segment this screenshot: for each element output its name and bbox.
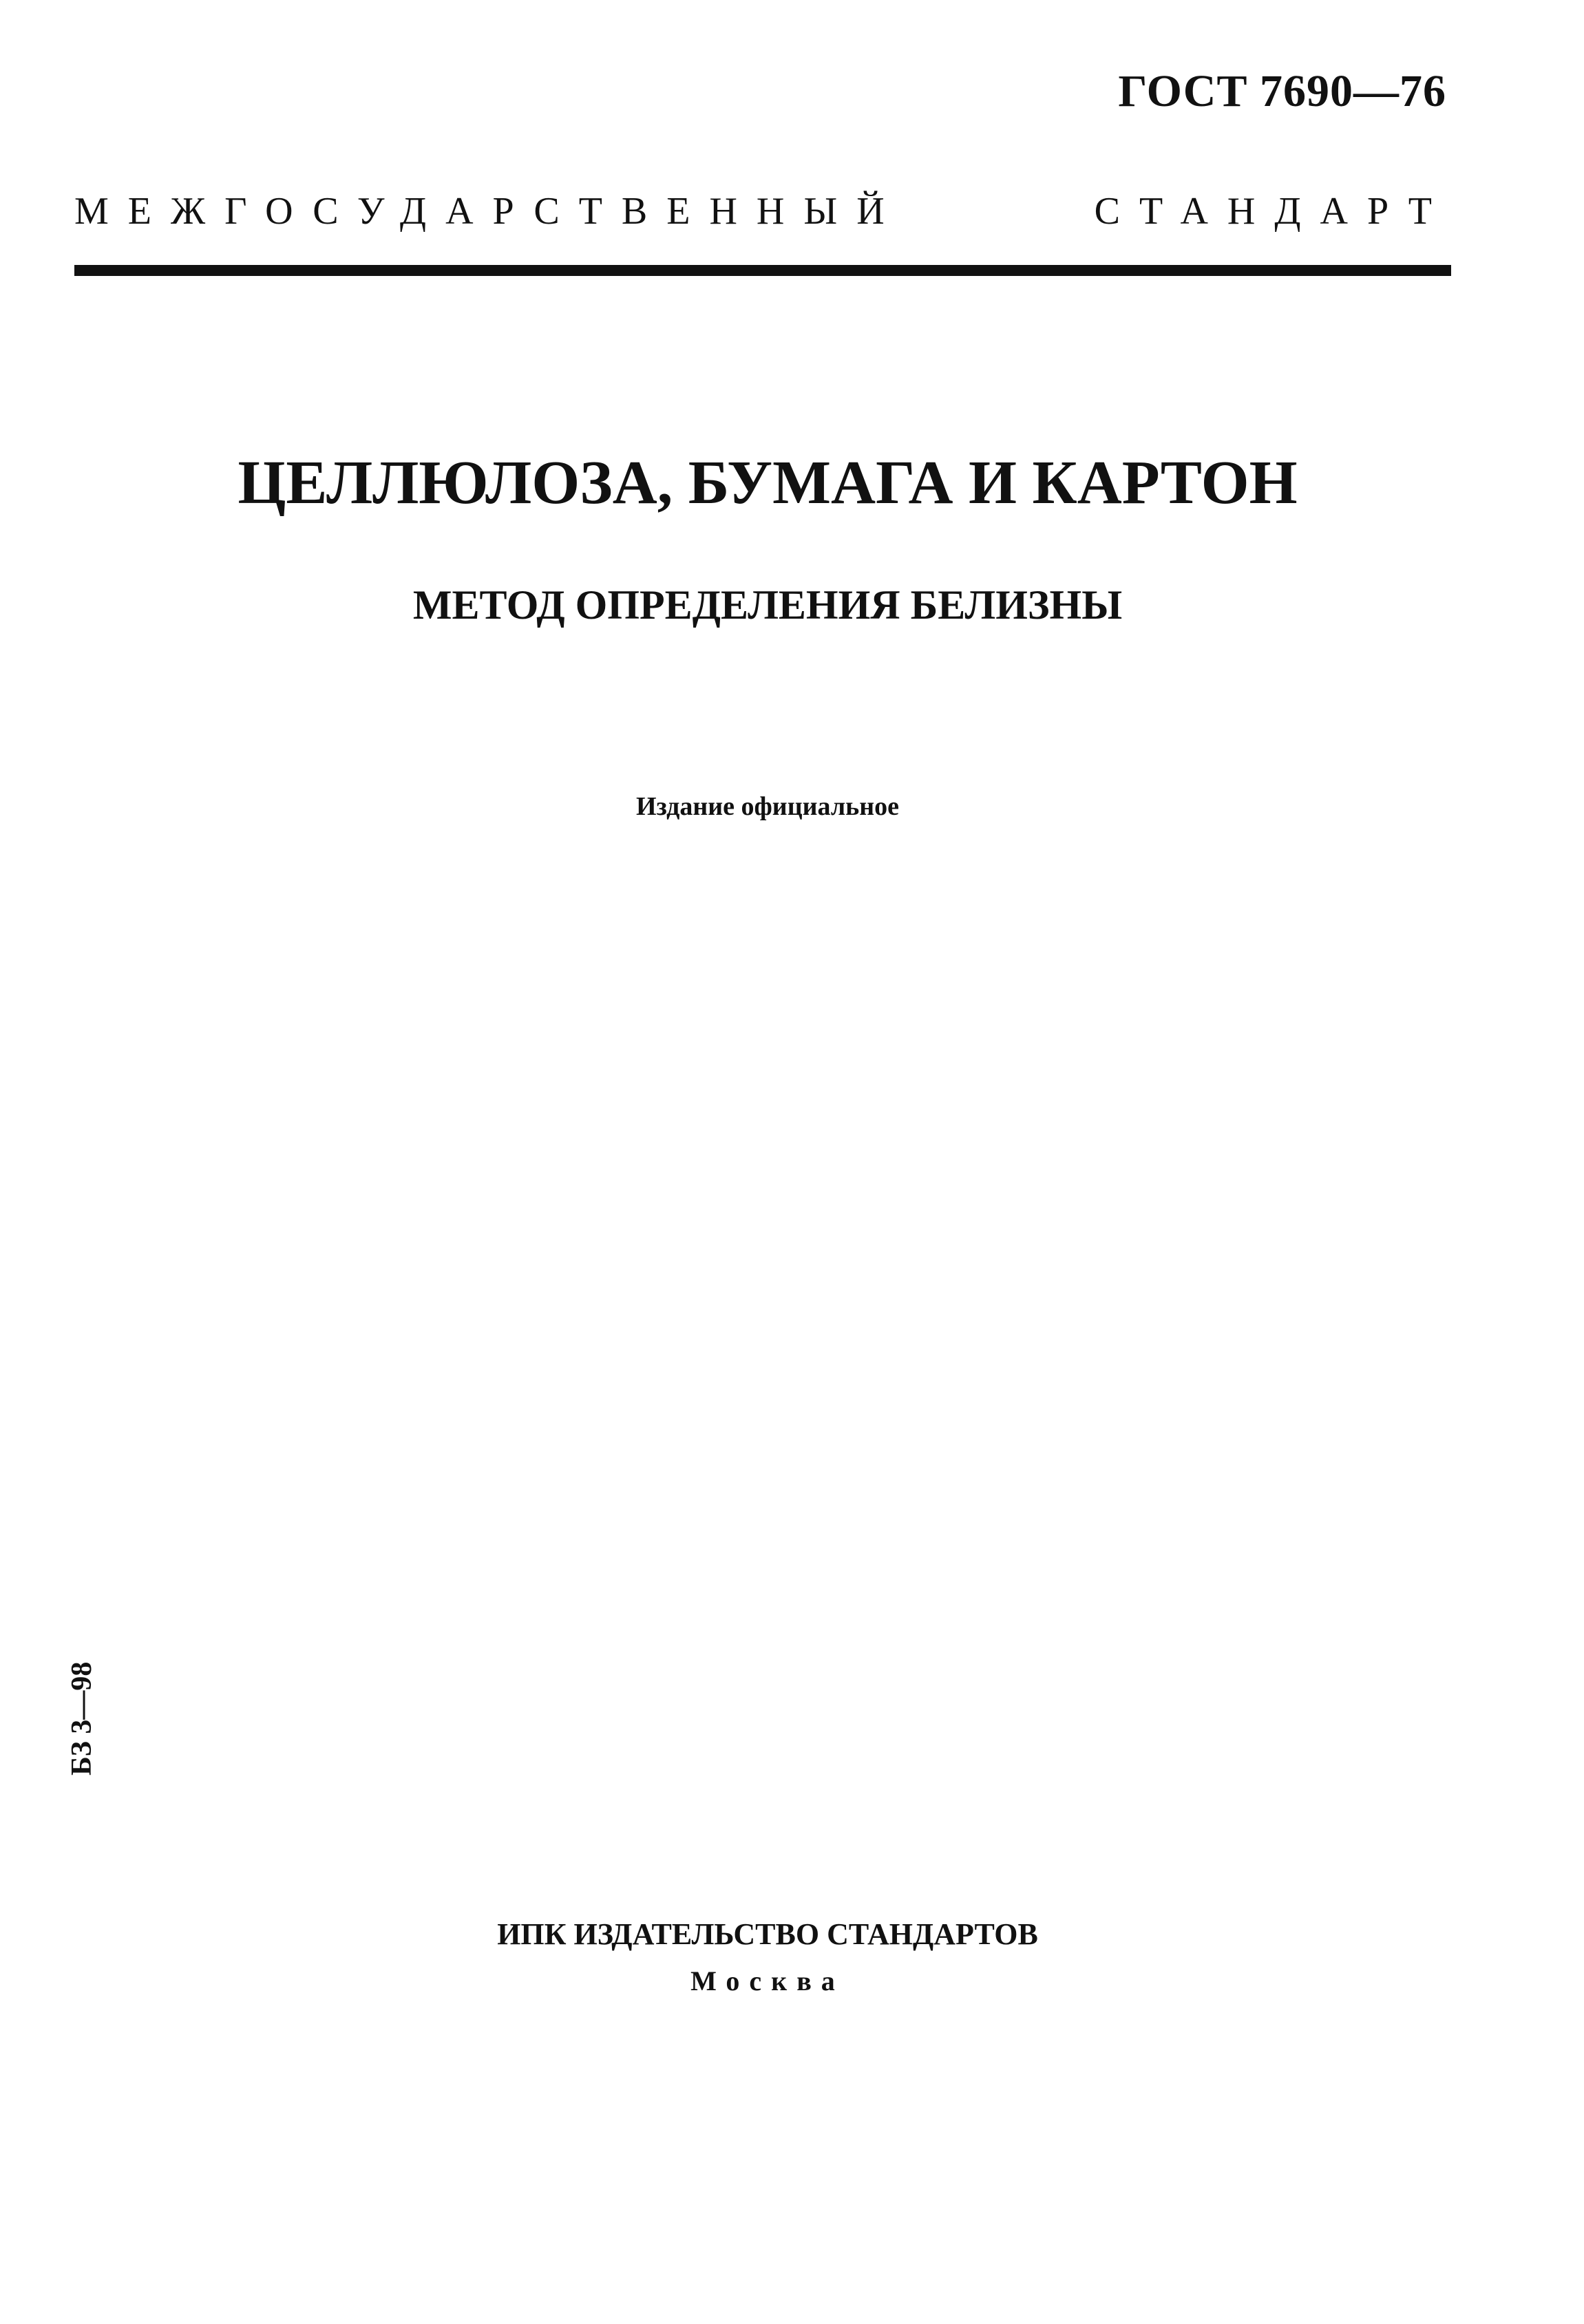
standard-type-left: МЕЖГОСУДАРСТВЕННЫЙ <box>74 190 904 233</box>
standard-type-right: СТАНДАРТ <box>1094 190 1451 233</box>
document-subtitle: МЕТОД ОПРЕДЕЛЕНИЯ БЕЛИЗНЫ <box>412 582 1123 628</box>
document-number: ГОСТ 7690—76 <box>1118 66 1446 116</box>
document-title: ЦЕЛЛЮЛОЗА, БУМАГА И КАРТОН <box>237 449 1298 517</box>
header-rule <box>74 265 1451 276</box>
publisher-name: ИПК ИЗДАТЕЛЬСТВО СТАНДАРТОВ <box>497 1917 1038 1951</box>
edition-label: Издание официальное <box>635 792 899 821</box>
publisher-city: Москва <box>690 1965 845 1996</box>
side-code: БЗ 3—98 <box>66 1661 98 1776</box>
standard-type-heading <box>74 189 1451 233</box>
